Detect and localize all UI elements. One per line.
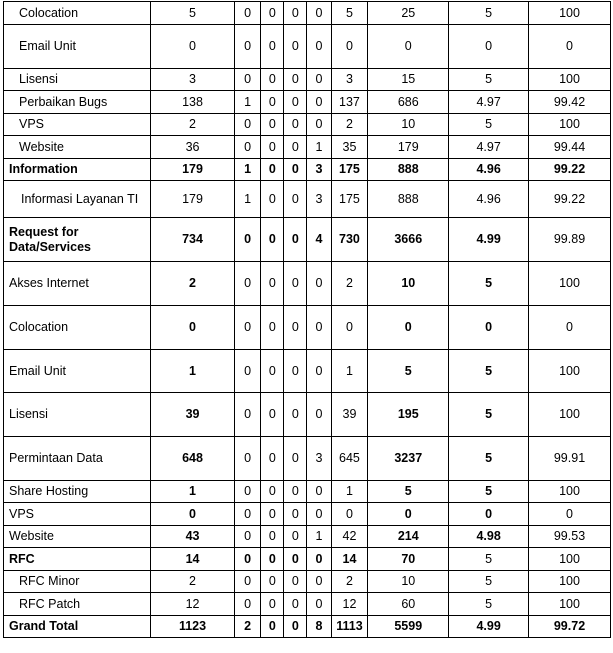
table-cell: 5 <box>449 2 529 25</box>
table-cell: 0 <box>235 2 261 25</box>
table-cell: 10 <box>368 571 449 593</box>
table-cell: 179 <box>151 181 235 218</box>
table-cell: 0 <box>235 503 261 526</box>
table-cell: 0 <box>261 437 284 481</box>
table-cell: 1 <box>331 481 368 503</box>
table-cell: 0 <box>261 136 284 159</box>
table-cell: 100 <box>529 548 611 571</box>
table-cell: 0 <box>368 503 449 526</box>
table-cell: 138 <box>151 91 235 114</box>
table-cell: 100 <box>529 262 611 306</box>
table-row <box>4 593 611 616</box>
table-cell: 0 <box>261 393 284 437</box>
table-cell: 888 <box>368 159 449 181</box>
table-cell: 100 <box>529 69 611 91</box>
table-cell: 2 <box>331 262 368 306</box>
table-cell: 0 <box>307 306 331 350</box>
table-cell: 0 <box>284 437 307 481</box>
table-cell: 1 <box>235 159 261 181</box>
table-cell: 0 <box>284 306 307 350</box>
table-cell: 0 <box>235 571 261 593</box>
table-cell: 686 <box>368 91 449 114</box>
table-cell: 645 <box>331 437 368 481</box>
table-row <box>4 136 611 159</box>
table-row <box>4 503 611 526</box>
table-cell: 0 <box>284 159 307 181</box>
table-cell: 0 <box>235 218 261 262</box>
table-cell: 0 <box>307 503 331 526</box>
table-cell: 0 <box>261 593 284 616</box>
table-cell: 0 <box>449 25 529 69</box>
table-cell: 0 <box>261 306 284 350</box>
row-label: Website <box>4 526 151 548</box>
table-cell: 99.22 <box>529 181 611 218</box>
table-cell: 0 <box>307 69 331 91</box>
table-cell: 0 <box>261 262 284 306</box>
table-cell: 5 <box>151 2 235 25</box>
table-cell: 0 <box>307 114 331 136</box>
table-cell: 4.96 <box>449 181 529 218</box>
table-cell: 0 <box>284 25 307 69</box>
table-cell: 5 <box>368 481 449 503</box>
table-cell: 0 <box>151 306 235 350</box>
table-cell: 0 <box>261 503 284 526</box>
table-cell: 0 <box>284 91 307 114</box>
table-row <box>4 262 611 306</box>
table-row <box>4 2 611 25</box>
table-cell: 730 <box>331 218 368 262</box>
table-cell: 100 <box>529 114 611 136</box>
table-cell: 4.98 <box>449 526 529 548</box>
table-cell: 0 <box>307 593 331 616</box>
table-cell: 0 <box>284 526 307 548</box>
table-cell: 100 <box>529 481 611 503</box>
table-row <box>4 181 611 218</box>
table-row <box>4 393 611 437</box>
table-cell: 0 <box>529 25 611 69</box>
table-cell: 0 <box>235 548 261 571</box>
row-label: Lisensi <box>4 393 151 437</box>
table-cell: 0 <box>235 437 261 481</box>
table-cell: 5 <box>449 114 529 136</box>
table-cell: 2 <box>331 114 368 136</box>
table-cell: 2 <box>151 262 235 306</box>
table-cell: 0 <box>235 69 261 91</box>
table-cell: 0 <box>284 593 307 616</box>
table-cell: 3666 <box>368 218 449 262</box>
table-cell: 214 <box>368 526 449 548</box>
table-cell: 0 <box>261 218 284 262</box>
table-row <box>4 526 611 548</box>
table-cell: 179 <box>151 159 235 181</box>
table-cell: 4.99 <box>449 218 529 262</box>
table-cell: 5 <box>449 481 529 503</box>
table-cell: 175 <box>331 159 368 181</box>
row-label: Lisensi <box>4 69 151 91</box>
table-cell: 0 <box>261 159 284 181</box>
table-cell: 0 <box>261 2 284 25</box>
table-cell: 25 <box>368 2 449 25</box>
row-label: Informasi Layanan TI <box>4 181 151 218</box>
table-cell: 1 <box>307 136 331 159</box>
table-row <box>4 159 611 181</box>
table-cell: 99.91 <box>529 437 611 481</box>
table-cell: 0 <box>368 306 449 350</box>
table-cell: 0 <box>307 393 331 437</box>
table-cell: 0 <box>331 503 368 526</box>
table-cell: 0 <box>261 91 284 114</box>
table-row <box>4 218 611 262</box>
table-cell: 0 <box>449 503 529 526</box>
table-cell: 0 <box>235 350 261 393</box>
table-cell: 0 <box>235 136 261 159</box>
table-cell: 4.99 <box>449 616 529 638</box>
table-cell: 0 <box>331 306 368 350</box>
table-cell: 99.53 <box>529 526 611 548</box>
row-label: Request for Data/Services <box>4 218 151 262</box>
table-cell: 0 <box>235 25 261 69</box>
table-cell: 36 <box>151 136 235 159</box>
table-cell: 14 <box>331 548 368 571</box>
table-cell: 0 <box>331 25 368 69</box>
row-label: Grand Total <box>4 616 151 638</box>
table-row <box>4 571 611 593</box>
table-cell: 4.97 <box>449 136 529 159</box>
row-label: VPS <box>4 503 151 526</box>
table-cell: 195 <box>368 393 449 437</box>
row-label: RFC Minor <box>4 571 151 593</box>
table-cell: 99.72 <box>529 616 611 638</box>
row-label: Permintaan Data <box>4 437 151 481</box>
table-cell: 0 <box>261 25 284 69</box>
table-cell: 0 <box>307 548 331 571</box>
table-cell: 0 <box>261 69 284 91</box>
table-cell: 0 <box>284 616 307 638</box>
table-cell: 1123 <box>151 616 235 638</box>
table-cell: 4 <box>307 218 331 262</box>
table-cell: 0 <box>529 503 611 526</box>
table-cell: 0 <box>368 25 449 69</box>
table-cell: 5 <box>449 350 529 393</box>
table-cell: 5 <box>449 437 529 481</box>
table-cell: 0 <box>235 114 261 136</box>
table-cell: 100 <box>529 571 611 593</box>
table-cell: 0 <box>284 2 307 25</box>
table-cell: 175 <box>331 181 368 218</box>
table-cell: 99.42 <box>529 91 611 114</box>
table-cell: 3 <box>307 159 331 181</box>
table-cell: 5 <box>449 262 529 306</box>
table-cell: 0 <box>284 548 307 571</box>
table-cell: 5599 <box>368 616 449 638</box>
table-cell: 137 <box>331 91 368 114</box>
table-cell: 8 <box>307 616 331 638</box>
table-row <box>4 616 611 638</box>
table-cell: 0 <box>307 25 331 69</box>
table-cell: 0 <box>235 593 261 616</box>
table-cell: 99.22 <box>529 159 611 181</box>
table-cell: 0 <box>284 262 307 306</box>
table-cell: 0 <box>529 306 611 350</box>
table-cell: 0 <box>284 218 307 262</box>
table-row <box>4 350 611 393</box>
table-cell: 100 <box>529 350 611 393</box>
table-cell: 0 <box>284 350 307 393</box>
table-cell: 0 <box>235 262 261 306</box>
table-cell: 70 <box>368 548 449 571</box>
table-cell: 0 <box>307 481 331 503</box>
row-label: Email Unit <box>4 350 151 393</box>
table-cell: 43 <box>151 526 235 548</box>
table-cell: 0 <box>235 481 261 503</box>
row-label: Colocation <box>4 306 151 350</box>
table-cell: 99.89 <box>529 218 611 262</box>
table-cell: 0 <box>261 571 284 593</box>
table-cell: 5 <box>449 593 529 616</box>
table-cell: 179 <box>368 136 449 159</box>
table-cell: 0 <box>307 91 331 114</box>
row-label: Email Unit <box>4 25 151 69</box>
row-label: Colocation <box>4 2 151 25</box>
table-cell: 0 <box>307 571 331 593</box>
table-cell: 3 <box>307 181 331 218</box>
table-cell: 10 <box>368 114 449 136</box>
table-cell: 0 <box>284 393 307 437</box>
table-cell: 5 <box>449 393 529 437</box>
table-cell: 3 <box>151 69 235 91</box>
table-cell: 0 <box>284 181 307 218</box>
table-cell: 1113 <box>331 616 368 638</box>
table-cell: 0 <box>284 69 307 91</box>
table-cell: 5 <box>331 2 368 25</box>
table-cell: 5 <box>449 69 529 91</box>
table-cell: 2 <box>151 114 235 136</box>
table-cell: 0 <box>151 25 235 69</box>
table-cell: 0 <box>307 350 331 393</box>
table-row <box>4 114 611 136</box>
row-label: Akses Internet <box>4 262 151 306</box>
table-cell: 1 <box>235 91 261 114</box>
table-cell: 99.44 <box>529 136 611 159</box>
table-cell: 1 <box>331 350 368 393</box>
table-cell: 0 <box>151 503 235 526</box>
table-cell: 1 <box>235 181 261 218</box>
table-cell: 648 <box>151 437 235 481</box>
table-cell: 0 <box>261 526 284 548</box>
row-label: Perbaikan Bugs <box>4 91 151 114</box>
table-cell: 5 <box>449 571 529 593</box>
table-row <box>4 481 611 503</box>
table-cell: 100 <box>529 2 611 25</box>
table-cell: 888 <box>368 181 449 218</box>
table-cell: 12 <box>331 593 368 616</box>
table-row <box>4 437 611 481</box>
table-cell: 0 <box>261 181 284 218</box>
table-cell: 1 <box>151 481 235 503</box>
table-cell: 0 <box>284 136 307 159</box>
table-cell: 0 <box>261 114 284 136</box>
table-cell: 0 <box>235 393 261 437</box>
table-cell: 100 <box>529 593 611 616</box>
table-cell: 2 <box>235 616 261 638</box>
table-cell: 4.97 <box>449 91 529 114</box>
table-cell: 3 <box>331 69 368 91</box>
table-cell: 12 <box>151 593 235 616</box>
table-cell: 2 <box>151 571 235 593</box>
table-cell: 0 <box>284 114 307 136</box>
row-label: VPS <box>4 114 151 136</box>
table-cell: 0 <box>307 262 331 306</box>
table-cell: 0 <box>284 503 307 526</box>
table-cell: 0 <box>284 571 307 593</box>
table-cell: 3237 <box>368 437 449 481</box>
table-cell: 0 <box>261 548 284 571</box>
table-cell: 0 <box>449 306 529 350</box>
table-row <box>4 91 611 114</box>
row-label: RFC Patch <box>4 593 151 616</box>
table-cell: 42 <box>331 526 368 548</box>
table-cell: 14 <box>151 548 235 571</box>
table-cell: 0 <box>235 526 261 548</box>
table-cell: 3 <box>307 437 331 481</box>
table-cell: 10 <box>368 262 449 306</box>
row-label: Information <box>4 159 151 181</box>
table-cell: 2 <box>331 571 368 593</box>
row-label: Website <box>4 136 151 159</box>
table-cell: 0 <box>284 481 307 503</box>
table-cell: 5 <box>449 548 529 571</box>
table-cell: 39 <box>331 393 368 437</box>
table-row <box>4 306 611 350</box>
table-cell: 0 <box>261 481 284 503</box>
table-cell: 5 <box>368 350 449 393</box>
table-row <box>4 25 611 69</box>
table-row <box>4 69 611 91</box>
table-cell: 39 <box>151 393 235 437</box>
table-cell: 35 <box>331 136 368 159</box>
table-cell: 0 <box>235 306 261 350</box>
table-cell: 0 <box>261 616 284 638</box>
table-cell: 0 <box>261 350 284 393</box>
table-cell: 1 <box>307 526 331 548</box>
table-cell: 1 <box>151 350 235 393</box>
report-table <box>3 1 611 638</box>
row-label: Share Hosting <box>4 481 151 503</box>
table-cell: 15 <box>368 69 449 91</box>
table-cell: 100 <box>529 393 611 437</box>
table-cell: 4.96 <box>449 159 529 181</box>
table-cell: 60 <box>368 593 449 616</box>
table-cell: 0 <box>307 2 331 25</box>
row-label: RFC <box>4 548 151 571</box>
table-row <box>4 548 611 571</box>
table-cell: 734 <box>151 218 235 262</box>
